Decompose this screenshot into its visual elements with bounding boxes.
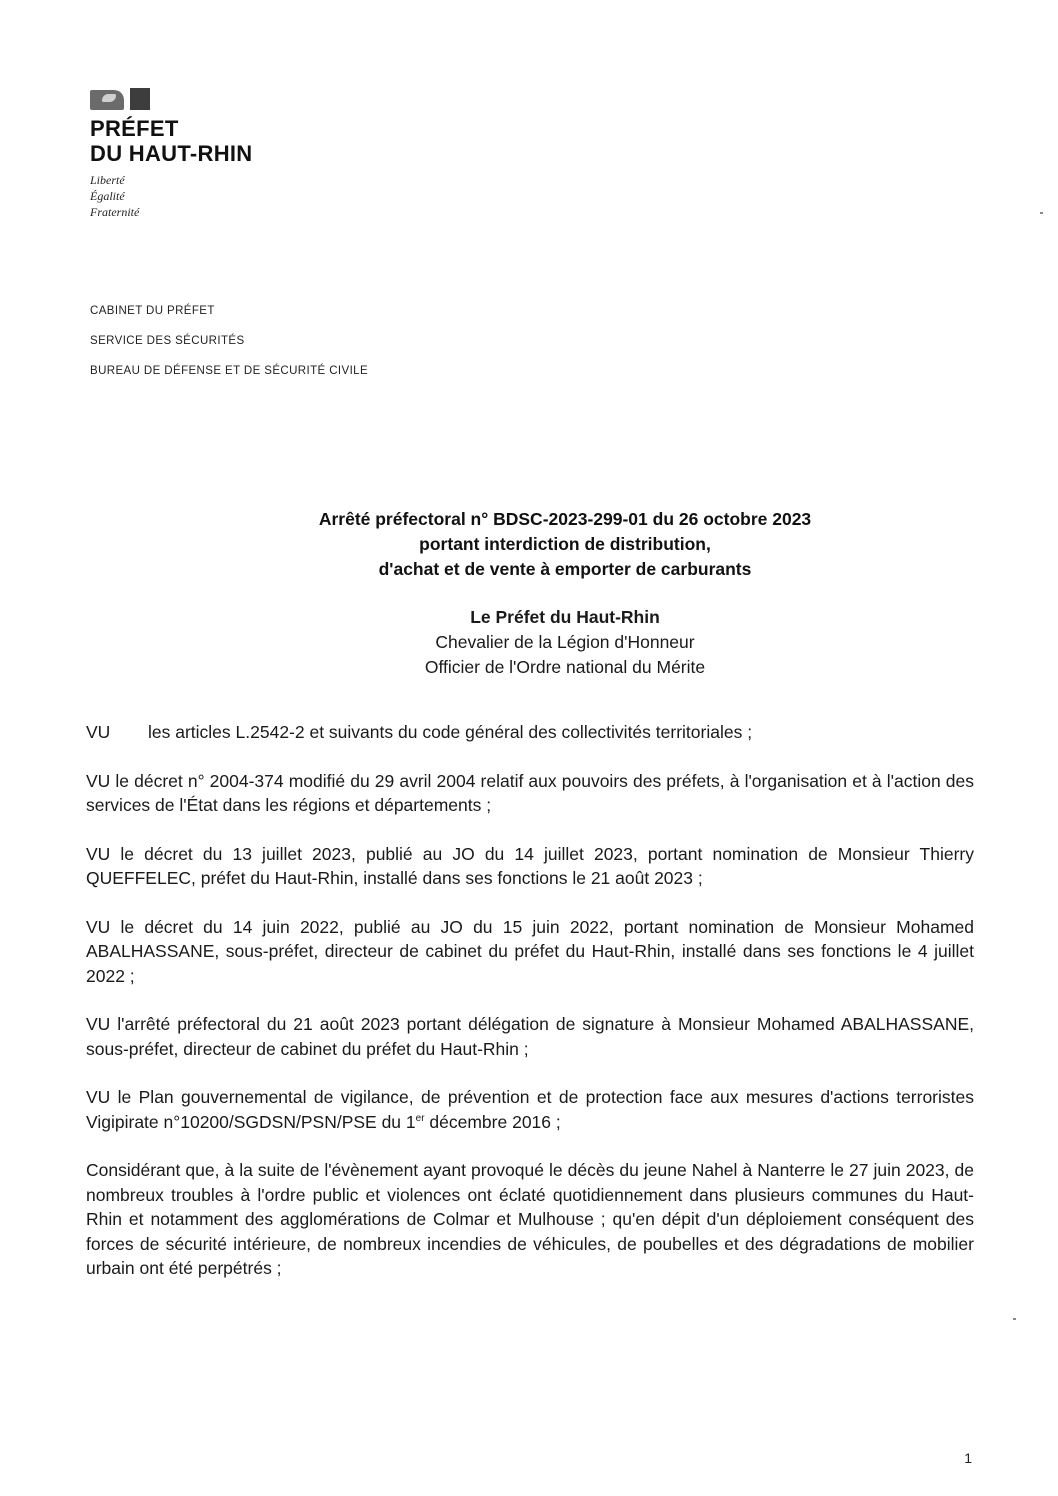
prefet-name: Le Préfet du Haut-Rhin bbox=[470, 607, 660, 627]
prefet-title2: Officier de l'Ordre national du Mérite bbox=[424, 657, 706, 677]
service-line-bureau: BUREAU DE DÉFENSE ET DE SÉCURITÉ CIVILE bbox=[90, 365, 369, 377]
decree-title-line3: d'achat et de vente à emporter de carburants bbox=[378, 559, 752, 579]
service-line-cabinet: CABINET DU PRÉFET bbox=[90, 305, 215, 317]
vu-paragraph-5: VU l'arrêté préfectoral du 21 août 2023 portant délégation de signature à Monsieur Mohamed ABALHASSANE, sous-préfet, directeur de cabinet du préfet du Haut-Rhin ; bbox=[86, 1014, 974, 1059]
decree-title-line2: portant interdiction de distribution, bbox=[419, 534, 711, 554]
decree-title-block bbox=[150, 507, 980, 680]
vu-paragraph-2: VU le décret n° 2004-374 modifié du 29 avril 2004 relatif aux pouvoirs des préfets, à l'organisation et à l'action des services de l'État dans les régions et départements ; bbox=[86, 770, 974, 815]
vu-paragraph-1 bbox=[86, 720, 974, 745]
service-block bbox=[90, 296, 368, 386]
motto-liberte: Liberté bbox=[90, 173, 125, 187]
prefecture-logo-block bbox=[90, 88, 350, 220]
marianne-logo-icon bbox=[90, 88, 160, 112]
republic-motto bbox=[90, 172, 350, 220]
considerant-paragraph: Considérant que, à la suite de l'évènement ayant provoqué le décès du jeune Nahel à Nanterre le 27 juin 2023, de nombreux troubles à l'ordre public et violences ont éclaté quotidiennement dans plusieurs communes du Haut-Rhin et notamment des agglomérations de Colmar et Mulhouse ; qu'en dépit d'un déploiement conséquent des forces de sécurité intérieure, de nombreux incendies de véhicules, de poubelles et des dégradations de mobilier urbain ont été perpétrés ; bbox=[86, 1160, 974, 1278]
vu-text: les articles L.2542-2 et suivants du code général des collectivités territoriales ; bbox=[148, 722, 753, 742]
service-line-securites: SERVICE DES SÉCURITÉS bbox=[90, 335, 245, 347]
scan-speck bbox=[1013, 1318, 1016, 1320]
motto-egalite: Égalité bbox=[90, 189, 125, 203]
vu-paragraph-4: VU le décret du 14 juin 2022, publié au JO du 15 juin 2022, portant nomination de Monsieur Mohamed ABALHASSANE, sous-préfet, directeur de cabinet du préfet du Haut-Rhin, installé dans ses fonctions le 4 juillet 2022 ; bbox=[86, 916, 974, 986]
vu-paragraph-3: VU le décret du 13 juillet 2023, publié au JO du 14 juillet 2023, portant nomination de Monsieur Thierry QUEFFELEC, préfet du Haut-Rhin, installé dans ses fonctions le 21 août 2023 ; bbox=[86, 843, 974, 888]
page-number: 1 bbox=[964, 1450, 972, 1466]
vu6-superscript: er bbox=[415, 1112, 425, 1124]
vu-label: VU bbox=[86, 722, 111, 742]
logo-title-line1: PRÉFET bbox=[90, 116, 179, 141]
motto-fraternite: Fraternité bbox=[90, 205, 140, 219]
prefet-block bbox=[150, 605, 980, 680]
vu6-text-after: décembre 2016 ; bbox=[424, 1111, 561, 1132]
decree-body bbox=[86, 720, 974, 1305]
vu-paragraph-6 bbox=[86, 1085, 974, 1134]
logo-title-line2: DU HAUT-RHIN bbox=[90, 141, 253, 166]
decree-title-line1: Arrêté préfectoral n° BDSC-2023-299-01 du 26 octobre 2023 bbox=[318, 509, 812, 529]
scan-speck bbox=[1040, 212, 1043, 214]
vu6-text-before: VU le Plan gouvernemental de vigilance, de prévention et de protection face aux mesures d'actions terroristes Vigipirate n°10200/SGDSN/PSN/PSE du 1 bbox=[86, 1087, 974, 1132]
logo-title bbox=[90, 116, 350, 166]
prefet-title1: Chevalier de la Légion d'Honneur bbox=[435, 632, 695, 652]
